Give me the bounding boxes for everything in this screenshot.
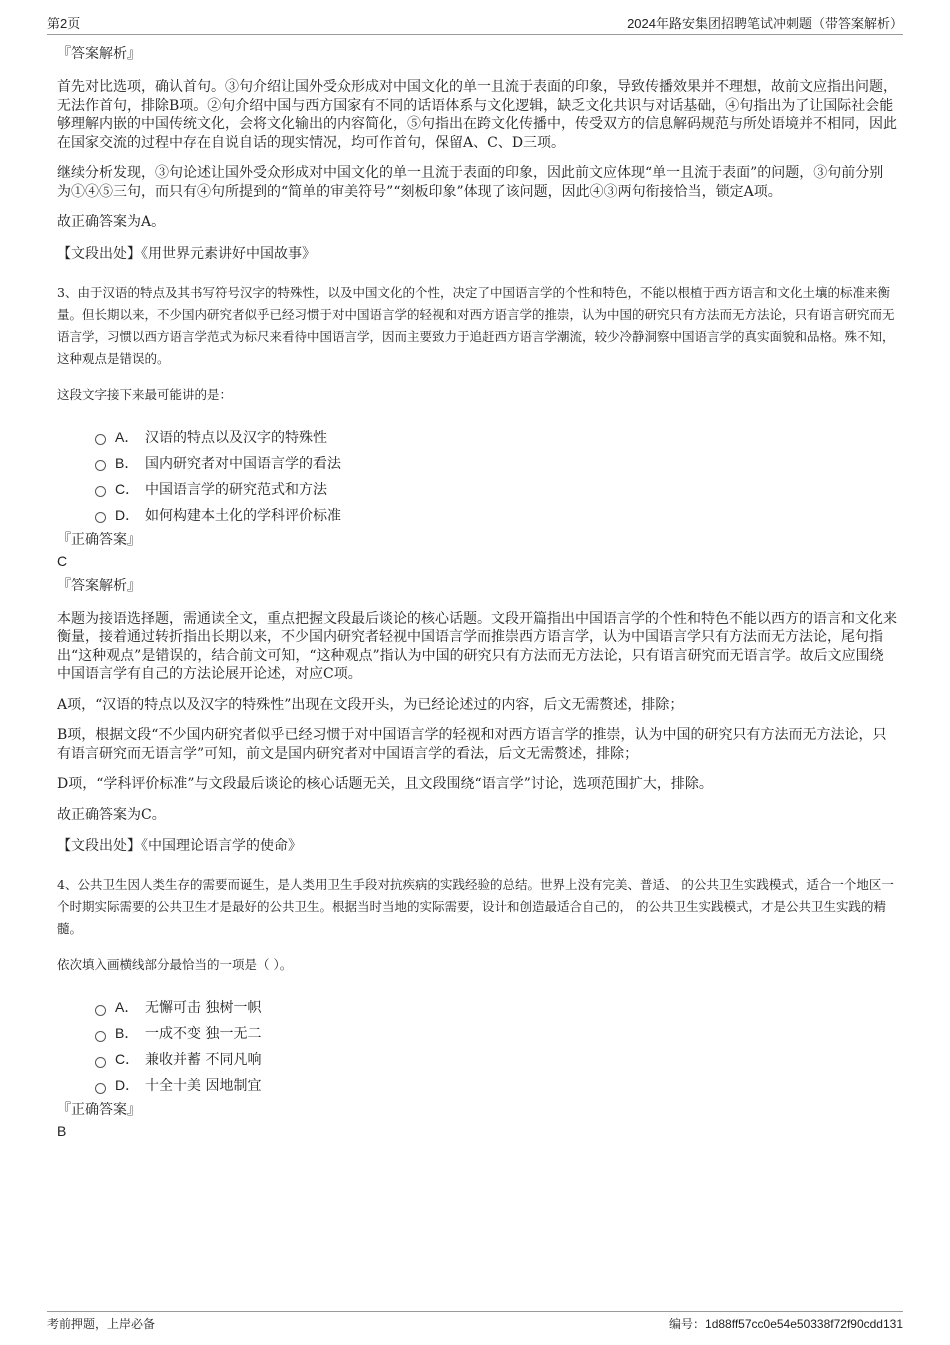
radio-icon[interactable] [95, 512, 106, 523]
q3-option-d[interactable] [95, 502, 897, 528]
radio-icon[interactable] [95, 1057, 106, 1068]
radio-icon[interactable] [95, 1083, 106, 1094]
page-footer [47, 1311, 903, 1337]
q3-answer: C [57, 552, 68, 569]
option-letter: C． [115, 1051, 140, 1067]
radio-icon[interactable] [95, 1005, 106, 1016]
q4-option-d[interactable] [95, 1072, 897, 1098]
q3-analysis-paragraph-1: 本题为接语选择题，需通读全文，重点把握文段最后谈论的核心话题。文段开篇指出中国语言学的个性和特色不能以西方的语言和文化来衡量，接着通过转折指出长期以来，不少国内研究者轻视中国语言学而推崇西方语言学，认为中国语言学只有方法而无方法论，尾句指出“这种观点”是错误的，结合前文可知，“这种观点”指认为中国的研究只有方法而无方法论，只有语言研究而无语言学。故后文应围绕中国语言学有自己的方法论展开论述，对应C项。 [57, 610, 897, 682]
q3-stem: 3、由于汉语的特点及其书写符号汉字的特殊性，以及中国文化的个性，决定了中国语言学的个性和特色，不能以根植于西方语言和文化土壤的标准来衡量。但长期以来，不少国内研究者似乎已经习惯于对中国语言学的轻视和对西方语言学的推崇，认为中国的研究只有方法而无方法论，只有语言研究而无语言学，习惯以西方语言学范式为标尺来看待中国语言学，因而主要致力于追赶西方语言学潮流，较少冷静洞察中国语言学的真实面貌和品格。殊不知，这种观点是错误的。 [57, 284, 895, 366]
radio-icon[interactable] [95, 460, 106, 471]
option-letter: A． [115, 428, 139, 445]
q3-analysis-label: 『答案解析』 [57, 577, 141, 594]
q4-answer: B [57, 1123, 67, 1139]
q4-answer-label: 『正确答案』 [57, 1102, 141, 1118]
q3-question: 这段文字接下来最可能讲的是： [57, 386, 233, 402]
option-letter: C． [115, 480, 140, 497]
q2-source: 【文段出处】《用世界元素讲好中国故事》 [57, 245, 316, 262]
document-id: 编号：1d88ff57cc0e54e50338f72f90cdd131 [669, 1317, 903, 1331]
radio-icon[interactable] [95, 434, 106, 445]
option-text: 汉语的特点以及汉字的特殊性 [145, 429, 327, 446]
option-text: 兼收并蓄 不同凡响 [145, 1052, 262, 1068]
document-title: 2024年路安集团招聘笔试冲刺题（带答案解析） [627, 16, 903, 31]
q3-option-a[interactable] [95, 424, 897, 450]
option-text: 一成不变 独一无二 [145, 1026, 262, 1042]
q4-question: 依次填入画横线部分最恰当的一项是（ ）。 [57, 957, 293, 972]
q2-analysis-paragraph-2: 继续分析发现，③句论述让国外受众形成对中国文化的单一且流于表面的印象，因此前文应体现“单一且流于表面”的问题，③句前分别为①④⑤三句，而只有④句所提到的“简单的审美符号”“刻板印象”体现了该问题，因此④③两句衔接恰当，锁定A项。 [57, 165, 884, 200]
option-letter: D． [115, 506, 140, 523]
option-letter: A． [115, 999, 139, 1015]
q3-analysis-option-a: A项，“汉语的特点以及汉字的特殊性”出现在文段开头，为已经论述过的内容，后文无需赘述，排除； [57, 696, 684, 713]
q3-source: 【文段出处】《中国理论语言学的使命》 [57, 838, 302, 854]
q2-conclusion: 故正确答案为A。 [57, 214, 166, 230]
q3-option-c[interactable] [95, 476, 897, 502]
q4-option-a[interactable] [95, 994, 897, 1020]
main-content [57, 44, 897, 1146]
q2-analysis-label: 『答案解析』 [57, 46, 141, 62]
q3-analysis-option-b: B项，根据文段“不少国内研究者似乎已经习惯于对中国语言学的轻视和对西方语言学的推崇，认为中国的研究只有方法而无方法论，只有语言研究而无语言学”可知，前文是国内研究者对中国语言学的看法，后文无需赘述，排除； [57, 727, 887, 762]
q2-analysis-paragraph-1: 首先对比选项，确认首句。③句介绍让国外受众形成对中国文化的单一且流于表面的印象，导致传播效果并不理想，故前文应指出问题，无法作首句，排除B项。②句介绍中国与西方国家有不同的话语体系与文化逻辑，缺乏文化共识与对话基础，④句指出为了让国际社会能够理解内嵌的中国传统文化，会将文化输出的内容简化，⑤句指出在跨文化传播中，传受双方的信息解码规范与所处语境并不相同，因此在国家交流的过程中存在自说自话的现实情况，均可作首句，保留A、C、D三项。 [57, 79, 897, 151]
q3-option-b[interactable] [95, 450, 897, 476]
option-text: 中国语言学的研究范式和方法 [145, 481, 327, 498]
option-text: 无懈可击 独树一帜 [145, 1000, 262, 1016]
q3-options [95, 424, 897, 528]
q4-stem: 4、公共卫生因人类生存的需要而诞生，是人类用卫生手段对抗疾病的实践经验的总结。世界上没有完美、普适、 的公共卫生实践模式，适合一个地区一个时期实际需要的公共卫生才是最好的公共卫生。根据当时当地的实际需要，设计和创造最适合自己的， 的公共卫生实践模式，才是公共卫生实践的精髓。 [57, 877, 894, 936]
option-text: 国内研究者对中国语言学的看法 [145, 455, 341, 472]
option-text: 十全十美 因地制宜 [145, 1078, 262, 1094]
q3-answer-label: 『正确答案』 [57, 531, 141, 548]
radio-icon[interactable] [95, 486, 106, 497]
q3-conclusion: 故正确答案为C。 [57, 806, 166, 823]
q3-analysis-option-d: D项，“学科评价标准”与文段最后谈论的核心话题无关，且文段围绕“语言学”讨论，选项范围扩大，排除。 [57, 776, 713, 792]
q4-option-c[interactable] [95, 1046, 897, 1072]
option-letter: D． [115, 1077, 140, 1093]
option-letter: B． [115, 454, 139, 471]
q4-options [95, 994, 897, 1098]
radio-icon[interactable] [95, 1031, 106, 1042]
page-header [47, 12, 903, 35]
footer-slogan: 考前押题，上岸必备 [47, 1317, 156, 1331]
q4-option-b[interactable] [95, 1020, 897, 1046]
option-letter: B． [115, 1025, 139, 1041]
page-number: 第2页 [47, 16, 81, 31]
option-text: 如何构建本土化的学科评价标准 [145, 507, 341, 524]
